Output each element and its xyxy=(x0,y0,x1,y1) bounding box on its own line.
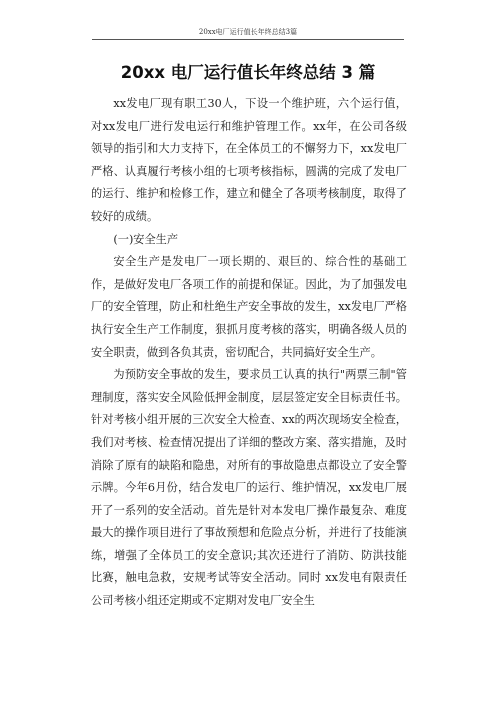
section-heading-safety: (一)安全生产 xyxy=(113,232,179,246)
paragraph-intro: xx发电厂现有职工30人，下设一个维护班，六个运行值，对xx发电厂进行发电运行和维护管理工作。xx年，在公司各级领导的指引和大力支持下，在全体员工的不懈努力下，xx发电厂严格、认真履行考核小组的七项考核指标，圆满的完成了发电厂的运行、维护和检修工作，建立和健全了各项考核制度，取得了较好的成绩。 xyxy=(91,97,407,223)
paragraph-safety-measures: 为预防安全事故的发生，要求员工认真的执行"两票三制"管理制度，落实安全风险低押金制度，层层签定安全目标责任书。针对考核小组开展的三次安全大检查、xx的两次现场安全检查，我们对考核、检查情况提出了详细的整改方案、落实措施，及时消除了原有的缺陷和隐患，对所有的事故隐患点都设立了安全警示牌。今年6月份，结合发电厂的运行、维护情况，xx发电厂展开了一系列的安全活动。首先是针对本发电厂操作最复杂、难度最大的操作项目进行了事故预想和危险点分析，并进行了技能演练，增强了全体员工的安全意识;其次还进行了消防、防洪技能比赛，触电急救，安规考试等安全活动。同时 xx发电有限责任公司考核小组还定期或不定期对发电厂安全生 xyxy=(91,368,407,608)
paragraph-safety-overview: 安全生产是发电厂一项长期的、艰巨的、综合性的基础工作，是做好发电厂各项工作的前提和保证。因此，为了加强发电厂的安全管理，防止和杜绝生产安全事故的发生，xx发电厂严格执行安全生产工作制度，狠抓月度考核的落实，明确各级人员的安全职责，做到各负其责，密切配合，共同搞好安全生产。 xyxy=(91,255,407,359)
document-body xyxy=(91,93,407,613)
document-title: 20xx 电厂运行值长年终总结 3 篇 xyxy=(120,63,376,82)
running-header: 20xx电厂运行值长年终总结3篇 xyxy=(198,28,298,36)
header-divider xyxy=(92,39,404,40)
